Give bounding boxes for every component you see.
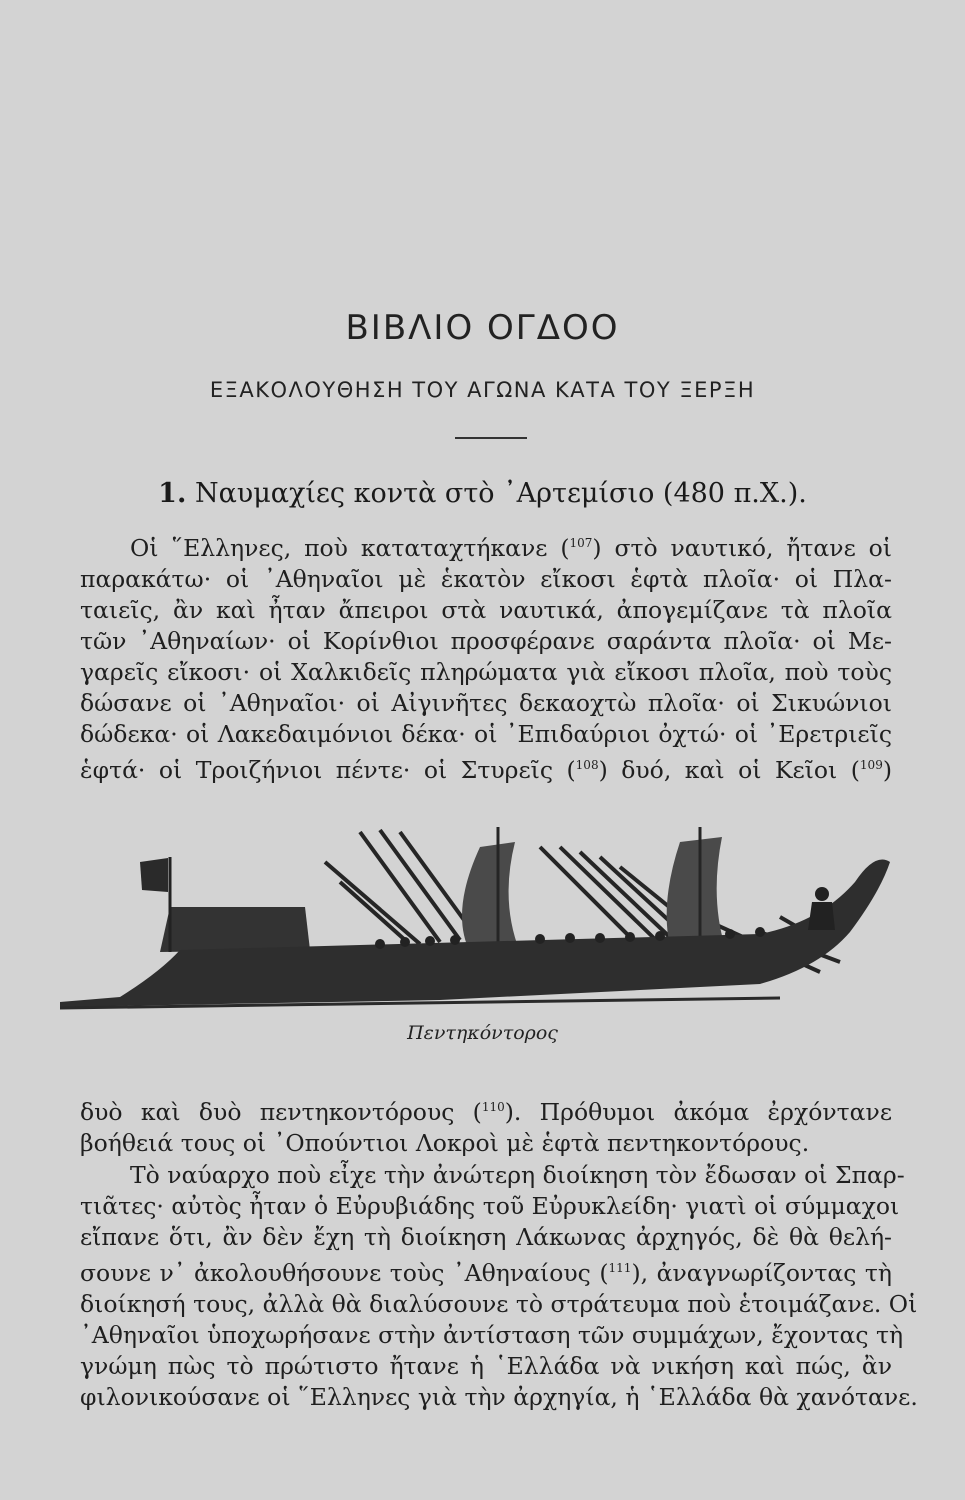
- footnote-ref: 111: [608, 1261, 632, 1275]
- footnote-ref: 107: [569, 536, 593, 550]
- paragraph-2: [80, 1092, 892, 1159]
- text-line: δώδεκα· οἱ Λακεδαιμόνιοι δέκα· οἱ ᾿Επιδαύριοι ὀχτώ· οἱ ᾿Ερετριεῖς: [80, 719, 892, 748]
- text-line: ᾿Αθηναῖοι ὑποχωρήσανε στὴν ἀντίσταση τῶν συμμάχων, ἔχοντας τὴ: [80, 1320, 904, 1349]
- footnote-ref: 108: [575, 757, 599, 772]
- text-line: σουνε ν᾿ ἀκολουθήσουνε τοὺς ᾿Αθηναίους ($^{111}$), ἀναγνωρίζοντας τὴ: [80, 1258, 892, 1287]
- text-line: Τὸ ναύαρχο ποὺ εἶχε τὴν ἀνώτερη διοίκηση τὸν ἔδωσαν οἱ Σπαρ-: [130, 1161, 905, 1189]
- book-title: ΒΙΒΛΙΟ ΟΓΔΟΟ: [345, 308, 620, 348]
- ship-illustration: [60, 822, 910, 1017]
- figure-caption: Πεντηκόντορος: [407, 1022, 558, 1044]
- text-line: γαρεῖς εἴκοσι· οἱ Χαλκιδεῖς πληρώματα γιὰ εἴκοσι πλοῖα, ποὺ τοὺς: [80, 657, 892, 686]
- text-line: Οἱ ῞Ελληνες, ποὺ καταταχτήκανε ($^{107}$) στὸ ναυτικό, ἤτανε οἱ: [130, 533, 892, 562]
- text-line: φιλονικούσανε οἱ ῞Ελληνες γιὰ τὴν ἀρχηγία, ἡ ῾Ελλάδα θὰ χανότανε.: [80, 1382, 918, 1411]
- paragraph-1: [80, 528, 892, 786]
- text-line: δώσανε οἱ ᾿Αθηναῖοι· οἱ Αἰγινῆτες δεκαοχτὼ πλοῖα· οἱ Σικυώνιοι: [80, 688, 892, 717]
- text-line: γνώμη πὼς τὸ πρώτιστο ἤτανε ἡ ῾Ελλάδα νὰ νικήση καὶ πώς, ἂν: [80, 1351, 892, 1380]
- title-divider: [455, 437, 527, 439]
- chapter-subtitle: ΕΞΑΚΟΛΟΥΘΗΣΗ ΤΟΥ ΑΓΩΝΑ ΚΑΤΑ ΤΟΥ ΞΕΡΞΗ: [209, 378, 756, 402]
- ship-flag: [140, 858, 168, 892]
- text-line: ταιεῖς, ἂν καὶ ἦταν ἄπειροι στὰ ναυτικά, ἀπογεμίζανε τὰ πλοῖα: [80, 595, 892, 624]
- ship-figure-head: [815, 887, 829, 901]
- section-title: Ναυμαχίες κοντὰ στὸ ᾿Αρτεμίσιο (480 π.Χ.).: [194, 478, 807, 509]
- text-line: παρακάτω· οἱ ᾿Αθηναῖοι μὲ ἑκατὸν εἴκοσι ἑφτὰ πλοῖα· οἱ Πλα-: [80, 564, 892, 593]
- ship-stern-castle: [160, 907, 310, 952]
- text-line: διοίκησή τους, ἀλλὰ θὰ διαλύσουνε τὸ στράτευμα ποὺ ἑτοιμάζανε. Οἱ: [80, 1289, 918, 1318]
- ship-figure-body: [808, 902, 835, 930]
- section-number: 1.: [158, 478, 187, 509]
- text-line: βοήθειά τους οἱ ᾿Οπούντιοι Λοκροὶ μὲ ἑφτὰ πεντηκοντόρους.: [80, 1128, 810, 1157]
- footnote-ref: 109: [859, 757, 883, 772]
- section-heading: [0, 478, 965, 509]
- text-line: δυὸ καὶ δυὸ πεντηκοντόρους ($^{110}$). Πρόθυμοι ἀκόμα ἐρχόντανε: [80, 1097, 892, 1126]
- paragraph-3: [80, 1160, 918, 1413]
- text-line: τῶν ᾿Αθηναίων· οἱ Κορίνθιοι προσφέρανε σαράντα πλοῖα· οἱ Με-: [80, 626, 892, 655]
- text-line: εἴπανε ὅτι, ἂν δὲν ἔχη τὴ διοίκηση Λάκωνας ἀρχηγός, δὲ θὰ θελή-: [80, 1223, 892, 1251]
- ship-sail-front: [462, 842, 520, 952]
- text-line: τιᾶτες· αὐτὸς ἦταν ὁ Εὐρυβιάδης τοῦ Εὐρυκλείδη· γιατὶ οἱ σύμμαχοι: [80, 1192, 900, 1220]
- ship-sail-rear: [667, 837, 725, 947]
- text-line: ἑφτά· οἱ Τροιζήνιοι πέντε· οἱ Στυρεῖς ($^{108}$) δυό, καὶ οἱ Κεῖοι ($^{109}$): [80, 755, 892, 784]
- footnote-ref: 110: [481, 1100, 505, 1114]
